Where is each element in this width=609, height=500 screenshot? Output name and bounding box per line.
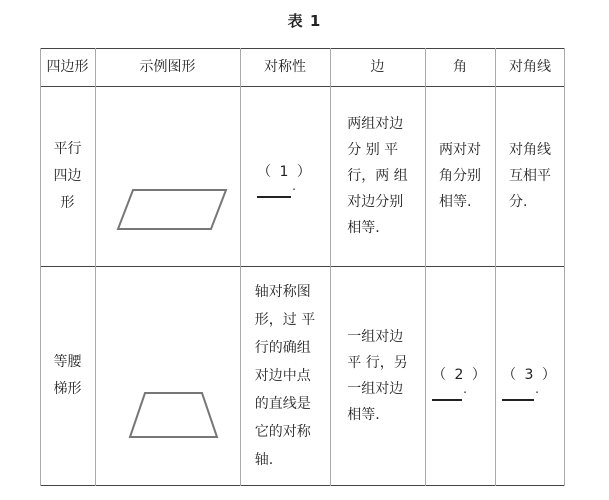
text-line: 相等. bbox=[347, 406, 380, 423]
text-line: 行，两 组 bbox=[347, 168, 408, 184]
parallelogram-angles bbox=[425, 86, 495, 266]
header-sides: 边 bbox=[370, 59, 385, 75]
blank-label: （ 1 ） bbox=[257, 164, 313, 180]
name-line: 四边 bbox=[53, 167, 82, 184]
text-line: 一组对边 bbox=[347, 328, 404, 345]
trapezoid-figure bbox=[95, 266, 240, 485]
header-diagonals: 对角线 bbox=[509, 59, 551, 75]
parallelogram-figure bbox=[95, 86, 240, 266]
trapezoid-symmetry bbox=[240, 266, 330, 485]
blank-label: （ 3 ） bbox=[502, 366, 558, 383]
blank-period: . bbox=[463, 381, 467, 396]
text-line: 对角线 bbox=[509, 142, 551, 158]
name-line: 平行 bbox=[53, 140, 82, 157]
name-line: 形 bbox=[60, 194, 75, 211]
blank-period: . bbox=[535, 381, 539, 396]
text-line: 相等. bbox=[439, 194, 472, 210]
header-example-figure: 示例图形 bbox=[139, 59, 196, 75]
symmetry-blank-1 bbox=[240, 86, 330, 266]
text-line: 轴对称图 bbox=[254, 283, 311, 300]
text-line: 互相平 bbox=[509, 168, 551, 184]
row-trapezoid-name bbox=[40, 266, 95, 485]
text-line: 一组对边 bbox=[347, 380, 404, 397]
text-line: 两对对 bbox=[439, 142, 481, 158]
row-parallelogram-name bbox=[40, 86, 95, 266]
text-line: 两组对边 bbox=[347, 116, 404, 132]
header-quadrilateral: 四边形 bbox=[46, 59, 89, 75]
blank-period: . bbox=[292, 179, 296, 193]
parallelogram-diagonals bbox=[495, 86, 565, 266]
table-title: 表 1 bbox=[287, 12, 322, 30]
table-bottom-rule bbox=[40, 485, 565, 486]
properties-table bbox=[40, 48, 565, 486]
text-line: 的直线是 bbox=[254, 395, 311, 412]
text-line: 分. bbox=[509, 194, 528, 210]
text-line: 分 别 平 bbox=[347, 142, 399, 158]
header-angles: 角 bbox=[453, 59, 467, 75]
diagonal-blank-3 bbox=[495, 266, 565, 485]
text-line: 平 行，另 bbox=[347, 354, 408, 371]
text-line: 轴. bbox=[254, 451, 274, 468]
header-symmetry: 对称性 bbox=[264, 59, 306, 75]
trapezoid-shape bbox=[95, 266, 240, 485]
text-line: 相等. bbox=[347, 220, 380, 236]
text-line: 角分别 bbox=[439, 168, 481, 184]
parallelogram-shape bbox=[95, 86, 240, 266]
blank-label: （ 2 ） bbox=[432, 366, 488, 383]
trapezoid-sides bbox=[330, 266, 425, 485]
text-line: 对边分别 bbox=[347, 194, 404, 210]
text-line: 它的对称 bbox=[254, 423, 311, 440]
name-line: 梯形 bbox=[53, 380, 82, 397]
parallelogram-sides bbox=[330, 86, 425, 266]
text-line: 对边中点 bbox=[254, 367, 311, 384]
text-line: 形，过 平 bbox=[254, 311, 316, 328]
name-line: 等腰 bbox=[53, 353, 82, 370]
text-line: 行的确组 bbox=[254, 339, 311, 356]
angle-blank-2 bbox=[425, 266, 495, 485]
